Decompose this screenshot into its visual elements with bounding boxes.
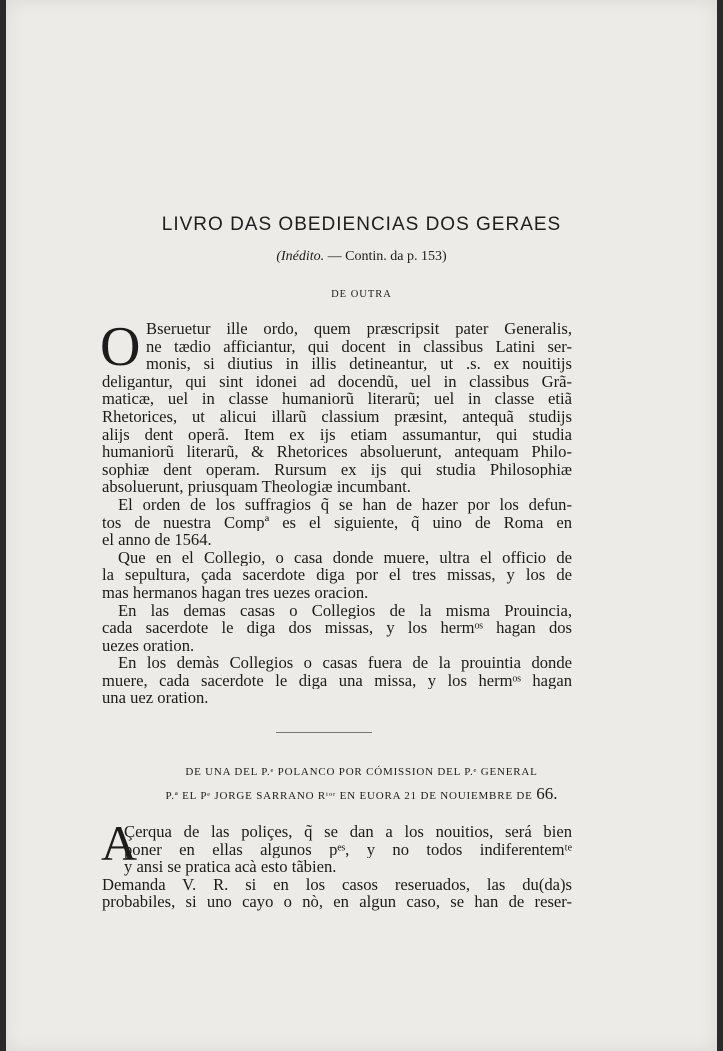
text-line: Çerqua de las poliçes, q̃ se dan a los nouitios, será bien: [124, 823, 572, 841]
page-title: LIVRO DAS OBEDIENCIAS DOS GERAES: [161, 214, 562, 235]
text-line: la sepultura, çada sacerdote diga por el tres missas, y los de: [102, 566, 572, 584]
text-line: Bseruetur ille ordo, quem præscripsit pater Generalis,: [146, 320, 572, 338]
document-page: [6, 0, 717, 1051]
paragraph-spanish: [102, 823, 572, 911]
text-line: ne tædio afficiantur, qui docent in classibus Latini ser-: [146, 337, 572, 356]
text-line: cada sacerdote le diga dos missas, y los hermᵒˢ hagan dos: [102, 619, 572, 637]
text-line: deligantur, qui sint idonei ad docendũ, uel in classibus Grã-: [102, 372, 572, 391]
text-line: probabiles, si uno cayo o nò, en algun caso, se han de reser-: [102, 893, 572, 911]
text-line: mas hermanos hagan tres uezes oracion.: [102, 583, 369, 602]
text-line: poner en ellas algunos pᵉˢ, y no todos indiferentemᵗᵉ: [124, 840, 572, 859]
text-line: sophiæ dent operam. Rursum ex ijs qui studia Philosophiæ: [102, 460, 572, 479]
section-heading-line-2: [6, 784, 717, 804]
subtitle-italic: (Inédito.: [276, 249, 325, 264]
drop-cap-a: A: [101, 815, 138, 871]
text-line: Demanda V. R. si en los casos reseruados, las du(da)s: [102, 875, 572, 894]
section-heading-de-outra: DE OUTRA: [331, 289, 392, 300]
text-line: En los demàs Collegios o casas fuera de la prouintia donde: [118, 654, 572, 672]
section-divider: [276, 732, 372, 733]
text-line: Rhetorices, ut alicui illarũ classium præsint, antequã studijs: [102, 407, 572, 426]
text-line: El orden de los suffragios q̃ se han de hazer por los defun-: [118, 495, 572, 514]
text-line: tos de nuestra Compª es el siguiente, q̃ uino de Roma en: [102, 513, 572, 532]
text-line: maticæ, uel in classe humaniorũ literarũ; uel in classe etiã: [102, 390, 572, 408]
text-line: En las demas casas o Collegios de la misma Prouincia,: [118, 601, 572, 620]
subtitle-rest: — Contin. da p. 153): [327, 249, 447, 264]
section-heading-line-1: DE UNA DEL P.ᵉ POLANCO POR CÓMISSION DEL P.ᵉ GENERAL: [185, 766, 538, 778]
text-line: el anno de 1564.: [102, 531, 212, 549]
text-line: absoluerunt, priusquam Theologiæ incumbant.: [102, 478, 411, 496]
subtitle: [6, 249, 717, 265]
section-heading-line-2-text: P.ª EL Pᵉ JORGE SARRANO Rᵗᵒʳ EN EUORA 21 DE NOUIEMBRE DE: [165, 790, 533, 802]
paragraph-latin: [100, 316, 572, 708]
text-line: muere, cada sacerdote le diga una missa, y los hermᵒˢ hagan: [102, 671, 572, 690]
text-line: una uez oration.: [102, 689, 209, 708]
text-line: uezes oration.: [102, 636, 195, 655]
text-line: humaniorũ literarũ, & Rhetorices absoluerunt, antequam Philo-: [102, 443, 572, 461]
text-line: monis, si diutius in illis detineantur, ut .s. ex nouitijs: [146, 355, 572, 373]
text-line: y ansi se pratica acà esto tãbien.: [124, 858, 337, 876]
section-heading-year: 66.: [536, 784, 558, 803]
drop-cap-o: O: [100, 316, 141, 378]
text-line: alijs dent operã. Item ex ijs etiam assumantur, qui studia: [102, 425, 572, 444]
text-line: Que en el Collegio, o casa donde muere, ultra el officio de: [118, 548, 572, 567]
